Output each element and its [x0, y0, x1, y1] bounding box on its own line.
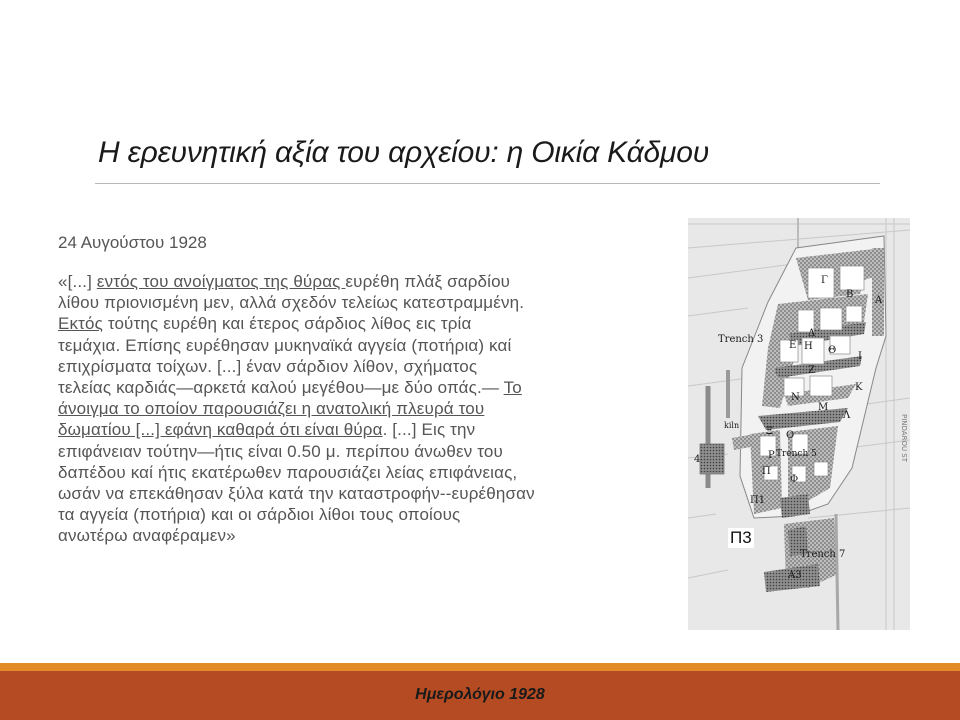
room-label: Α	[875, 295, 883, 306]
room-label: Α3	[788, 570, 802, 581]
quote-line-11: ωσάν να επεκάθησαν ξύλα κατά την καταστροφήν--ευρέθησαν	[58, 484, 535, 504]
underlined-phrase: Εκτός	[58, 314, 103, 334]
room-label: Ν	[791, 392, 800, 403]
room-label: Γ	[821, 275, 828, 286]
room-label: Ζ	[808, 365, 815, 376]
underlined-phrase: εντός του ανοίγματος της θύρας	[96, 272, 346, 291]
slide-title: Η ερευνητική αξία του αρχείου: η Οικία Κάδμου	[98, 136, 710, 169]
room-label: Κ	[855, 382, 863, 393]
quote-line-1: «[...] εντός του ανοίγματος της θύρας ευρέθη πλάξ σαρδίου	[58, 272, 511, 291]
room-label: Ξ	[766, 426, 774, 437]
kiln-label: kiln	[724, 421, 740, 430]
room-label: Β	[846, 289, 854, 300]
footer-caption: Ημερολόγιο 1928	[415, 686, 545, 703]
quote-line-4: τεμάχια. Επίσης ευρέθησαν μυκηναϊκά αγγεία (ποτήρια) καί	[58, 335, 512, 355]
room-label: Φ	[790, 474, 799, 485]
quote-line-3: Εκτός τούτης ευρέθη και έτερος σάρδιος λίθος εις τρία	[58, 314, 472, 334]
quote-line-13: ανωτέρω αναφέραμεν»	[58, 526, 236, 546]
room-label: Ρ	[768, 450, 775, 461]
room-label: Ε	[789, 340, 797, 351]
room-label: Π	[762, 466, 771, 477]
house-of-kadmos-plan	[688, 218, 910, 630]
room-label: Δ	[808, 328, 816, 339]
street-credit-label: PINDAROU ST	[900, 414, 908, 463]
diary-date: 24 Αυγούστου 1928	[58, 233, 207, 252]
quote-line-8: δωματίου [...] εφάνη καθαρά ότι είναι θύρα. [...] Εις την	[58, 420, 476, 440]
room-label: Θ	[828, 345, 837, 356]
quote-line-6: τελείας καρδιάς—αρκετά καλού μεγέθου—με δύο οπάς.— Το	[58, 378, 522, 398]
room-label: Η	[804, 341, 813, 352]
title-divider	[95, 183, 880, 184]
room-label: Λ	[843, 410, 851, 421]
trench-3-label: Trench 3	[718, 334, 764, 345]
room-label: Μ	[818, 402, 829, 413]
quote-line-7: άνοιγμα το οποίον παρουσιάζει η ανατολική πλευρά του	[58, 399, 485, 419]
quote-line-2: λίθου πριονισμένη μεν, αλλά σχεδόν τελείως κατεστραμμένη.	[58, 293, 525, 313]
diary-quote	[58, 271, 678, 547]
trench-5-label: Trench 5	[776, 449, 817, 459]
footer-stripe	[0, 663, 960, 671]
quote-line-12: τα αγγεία (ποτήρια) και οι σάρδιοι λίθοι τους οποίους	[58, 505, 461, 525]
area-4-label: 4	[694, 454, 701, 465]
room-label: Π1	[750, 495, 766, 506]
room-label: Ο	[786, 430, 795, 441]
quote-line-5: επιχρίσματα τοίχων. [...] έναν σάρδιον λίθον, σχήματος	[58, 356, 478, 376]
quote-line-9: επιφάνειαν τούτην—ήτις είναι 0.50 μ. περίπου άνωθεν του	[58, 441, 503, 461]
room-label: Ι	[858, 351, 862, 362]
plan-label-p3: Π3	[730, 528, 752, 547]
trench-7-label: Trench 7	[800, 549, 846, 560]
quote-line-10: δαπέδου καί ήτις εκατέρωθεν παρουσιάζει λείας επιφάνειας,	[58, 462, 518, 482]
underlined-phrase: δωματίου [...] εφάνη καθαρά ότι είναι θύρα	[58, 420, 383, 440]
underlined-phrase: Το	[503, 378, 522, 398]
